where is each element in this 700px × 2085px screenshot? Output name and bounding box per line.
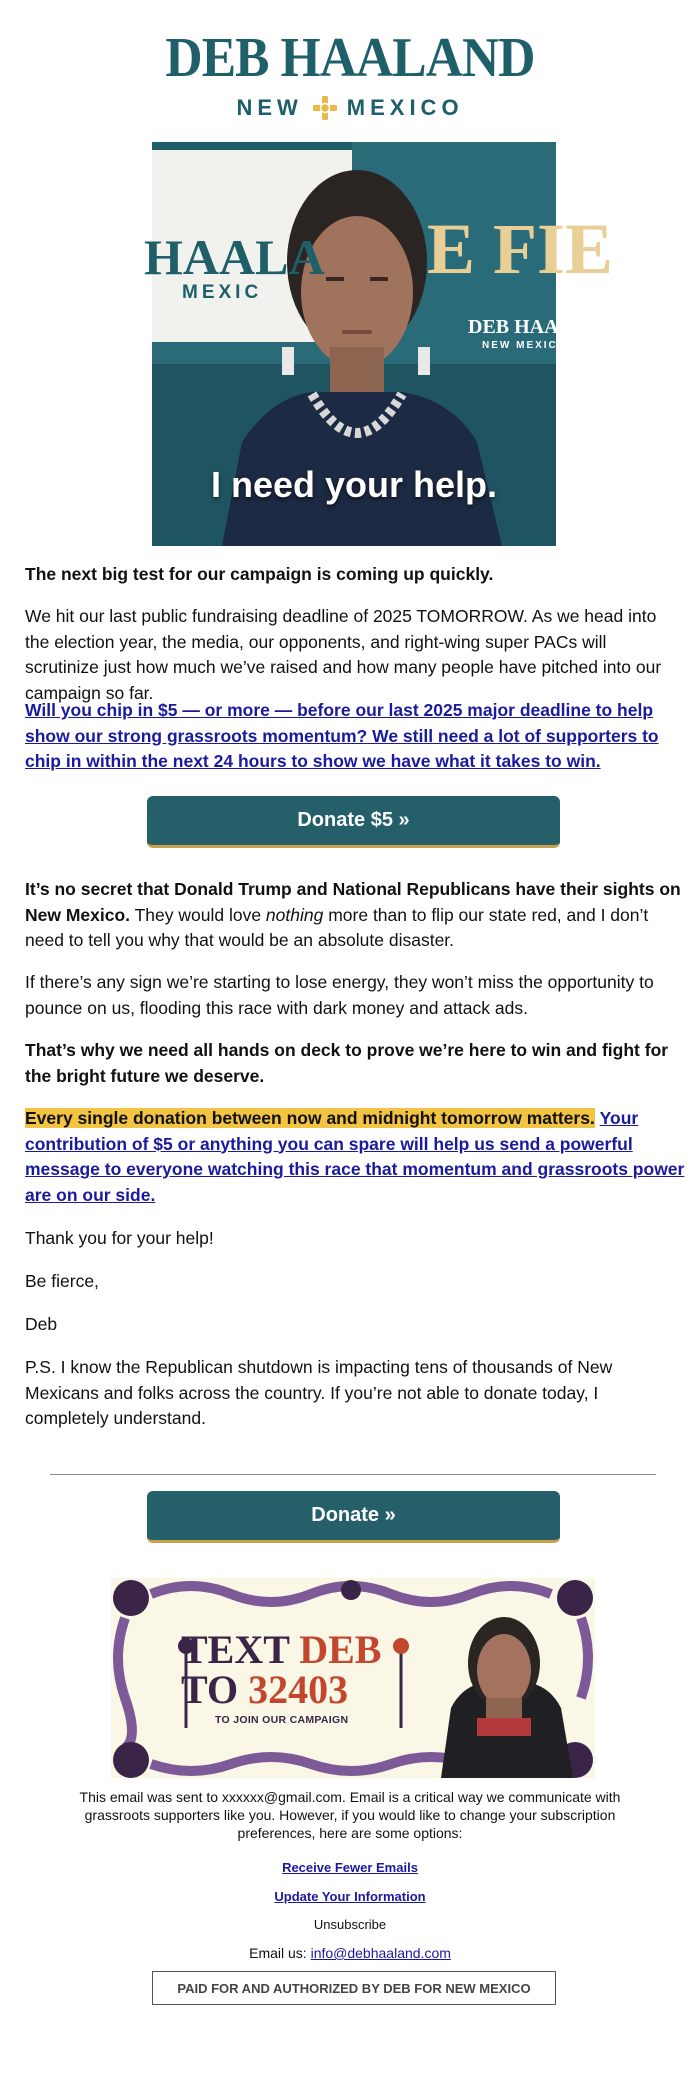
paragraph-2-a: They would love	[130, 904, 266, 925]
contribution-link[interactable]: Your contribution of $5 or anything you can spare will help us send a powerful message to everyone watching this race that momentum and grassroots power are on our side.	[25, 1108, 685, 1205]
paragraph-2-b: more than to flip our state red, and I don’t need to tell you why that would be an absolute disaster.	[25, 904, 649, 950]
banner-shortcode: 32403	[248, 1667, 349, 1712]
paragraph-1-text: We hit our last public fundraising deadline of 2025 TOMORROW. As we head into the election year, the media, our opponents, and right-wing super PACs will scrutinize just how much we’ve raised and how many people have pitched into our campaign so far.	[25, 606, 662, 703]
signoff-text: Be fierce,	[25, 1271, 99, 1291]
thanks-line	[25, 1226, 685, 1252]
unsubscribe-link[interactable]: Unsubscribe	[313, 1917, 387, 1932]
signoff-line	[25, 1269, 685, 1295]
footer-notice: This email was sent to xxxxxx@gmail.com. Email is a critical way we communicate with grassroots supporters like you. However, if you would like to change your subscription preferences, here are some options:	[79, 1789, 621, 1841]
contact-email-link[interactable]: info@debhaaland.com	[310, 1945, 451, 1961]
ps-text: P.S. I know the Republican shutdown is impacting tens of thousands of New Mexicans and folks across the country. If you’re not able to donate today, I completely understand.	[25, 1357, 613, 1428]
ask-donate-link[interactable]: Will you chip in $5 — or more — before our last 2025 major deadline to help show our strong grassroots momentum? We still need a lot of supporters to chip in within the next 24 hours to show we have what it takes to win.	[25, 700, 659, 771]
hero-sign-mexico: MEXIC	[182, 282, 263, 303]
paragraph-2-emphasis: nothing	[265, 904, 324, 925]
banner-text	[181, 1627, 382, 1726]
hero-image[interactable]	[144, 142, 614, 546]
paragraph-4-text: That’s why we need all hands on deck to prove we’re here to win and fight for the bright future we deserve.	[25, 1040, 669, 1086]
hero-sign-small-state: NEW MEXIC	[482, 340, 558, 351]
logo-state-right: MEXICO	[346, 95, 464, 120]
paragraph-1	[25, 604, 685, 706]
lead-text: The next big test for our campaign is coming up quickly.	[25, 564, 494, 584]
logo-state-left: NEW	[236, 95, 303, 120]
paragraph-3-text: If there’s any sign we’re starting to lose energy, they won’t miss the opportunity to pounce on us, flooding this race with dark money and attack ads.	[25, 972, 654, 1018]
zia-sun-icon	[311, 94, 339, 122]
thanks-text: Thank you for your help!	[25, 1228, 214, 1248]
hero-sign-right: E FIE	[427, 209, 614, 289]
ask-paragraph	[25, 698, 685, 775]
signature-line	[25, 1312, 685, 1338]
paragraph-2	[25, 877, 685, 954]
hero-sign-small-name: DEB HAALA	[468, 316, 587, 338]
paid-for-disclaimer: PAID FOR AND AUTHORIZED BY DEB FOR NEW MEXICO	[152, 1971, 556, 2005]
hero-sign-left: HAALA	[144, 229, 325, 285]
logo-name: DEB HAALAND	[165, 27, 535, 89]
donate-button[interactable]: Donate »	[147, 1491, 560, 1543]
hero-caption: I need your help.	[210, 464, 498, 505]
receive-fewer-emails-link[interactable]: Receive Fewer Emails	[282, 1860, 418, 1875]
banner-subtext: TO JOIN OUR CAMPAIGN	[215, 1714, 349, 1726]
paragraph-4	[25, 1038, 685, 1089]
highlight-paragraph	[25, 1106, 685, 1208]
banner-text-word: TEXT	[181, 1627, 290, 1672]
ps-paragraph	[25, 1355, 685, 1432]
campaign-logo[interactable]	[0, 27, 700, 122]
lead-paragraph	[25, 562, 685, 588]
banner-keyword: DEB	[299, 1627, 382, 1672]
email-us-label: Email us:	[249, 1945, 311, 1961]
banner-to: TO	[181, 1667, 239, 1712]
section-divider	[50, 1474, 656, 1475]
text-to-join-banner[interactable]	[111, 1578, 595, 1778]
email-footer	[60, 1788, 640, 1962]
update-information-link[interactable]: Update Your Information	[274, 1889, 426, 1904]
highlight-text: Every single donation between now and midnight tomorrow matters.	[25, 1108, 595, 1128]
paragraph-2-bold: It’s no secret that Donald Trump and National Republicans have their sights on New Mexico.	[25, 879, 681, 925]
paragraph-3	[25, 970, 685, 1021]
donate-5-button[interactable]: Donate $5 »	[147, 796, 560, 848]
logo-state	[0, 94, 700, 122]
signature-text: Deb	[25, 1314, 58, 1334]
